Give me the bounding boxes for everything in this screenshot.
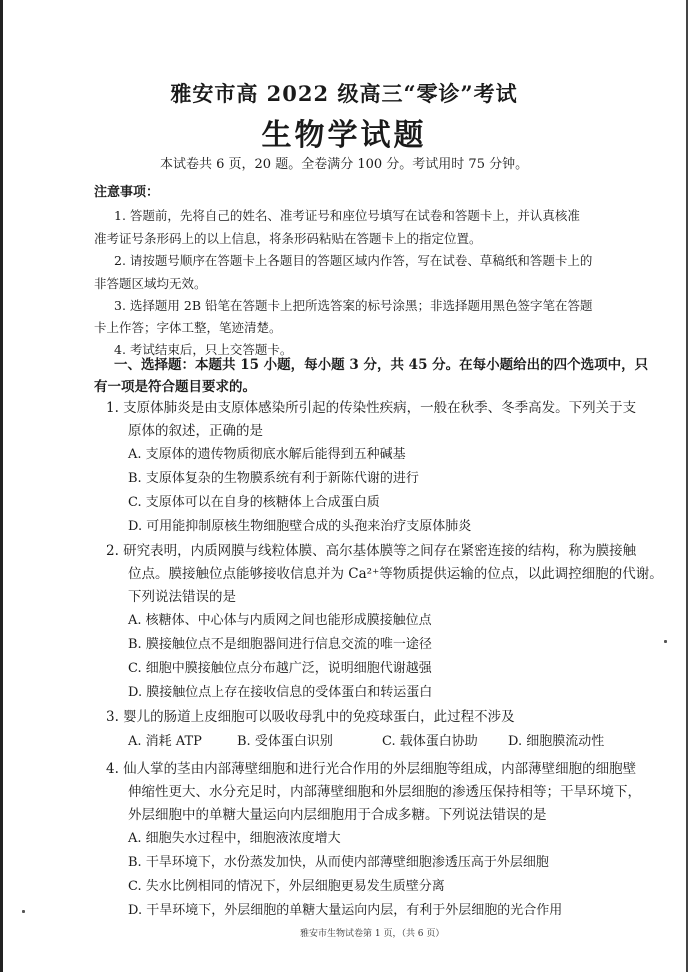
- question-4-option-c: C. 失水比例相同的情况下，外层细胞更易发生质壁分离: [128, 879, 445, 894]
- question-2-stem: 2. 研究表明，内质网膜与线粒体膜、高尔基体膜等之间存在紧密连接的结构，称为膜接触: [106, 543, 637, 559]
- question-3-option-d: D. 细胞膜流动性: [508, 734, 605, 749]
- question-1-option-c: C. 支原体可以在自身的核糖体上合成蛋白质: [128, 495, 380, 510]
- question-1-stem: 1. 支原体肺炎是由支原体感染所引起的传染性疾病，一般在秋季、冬季高发。下列关于支: [106, 400, 637, 416]
- question-3-stem: 3. 婴儿的肠道上皮细胞可以吸收母乳中的免疫球蛋白，此过程不涉及: [106, 709, 515, 725]
- exam-info: 本试卷共 6 页，20 题。全卷满分 100 分。考试用时 75 分钟。: [160, 157, 529, 172]
- notice-line: 卡上作答；字体工整，笔迹清楚。: [94, 320, 282, 335]
- question-2-stem-cont: 位点。膜接触位点能够接收信息并为 Ca²⁺等物质提供运输的位点，以此调控细胞的代谢。: [128, 566, 663, 582]
- question-2-option-c: C. 细胞中膜接触位点分布越广泛，说明细胞代谢越强: [128, 661, 432, 676]
- scan-speck: [664, 640, 667, 643]
- question-4-option-b: B. 干旱环境下，水份蒸发加快，从而使内部薄壁细胞渗透压高于外层细胞: [128, 855, 549, 870]
- exam-title: 雅安市高 2022 级高三“零诊”考试: [170, 81, 518, 106]
- question-2-stem-cont: 下列说法错误的是: [128, 589, 236, 605]
- notice-line: 非答题区域均无效。: [94, 276, 207, 291]
- question-2-option-a: A. 核糖体、中心体与内质网之间也能形成膜接触位点: [128, 613, 432, 628]
- question-4-stem: 4. 仙人掌的茎由内部薄壁细胞和进行光合作用的外层细胞等组成，内部薄壁细胞的细胞壁: [106, 761, 637, 777]
- question-4-option-d: D. 干旱环境下，外层细胞的单糖大量运向内层，有利于外层细胞的光合作用: [128, 903, 563, 918]
- notice-line: 3. 选择题用 2B 铅笔在答题卡上把所选答案的标号涂黑；非选择题用黑色签字笔在答题: [114, 298, 593, 313]
- question-2-option-b: B. 膜接触位点不是细胞器间进行信息交流的唯一途径: [128, 637, 432, 652]
- question-1-stem-cont: 原体的叙述，正确的是: [128, 423, 263, 439]
- notice-line: 2. 请按题号顺序在答题卡上各题目的答题区域内作答，写在试卷、草稿纸和答题卡上的: [114, 253, 593, 268]
- question-1-option-a: A. 支原体的遗传物质彻底水解后能得到五种碱基: [128, 447, 406, 462]
- question-3-option-b: B. 受体蛋白识别: [237, 734, 333, 749]
- question-3-option-a: A. 消耗 ATP: [128, 734, 202, 749]
- question-3-option-c: C. 载体蛋白协助: [382, 734, 478, 749]
- notice-line: 准考证号条形码上的以上信息，将条形码粘贴在答题卡上的指定位置。: [94, 231, 482, 246]
- exam-subject: 生物学试题: [261, 118, 427, 153]
- question-1-option-d: D. 可用能抑制原核生物细胞壁合成的头孢来治疗支原体肺炎: [128, 519, 472, 534]
- scan-speck: [22, 910, 25, 913]
- question-4-stem-cont: 伸缩性更大、水分充足时，内部薄壁细胞和外层细胞的渗透压保持相等；干旱环境下，: [128, 784, 641, 800]
- notice-line: 4. 考试结束后，只上交答题卡。: [114, 342, 293, 357]
- section-heading-cont: 有一项是符合题目要求的。: [94, 379, 256, 395]
- section-heading: 一、选择题：本题共 15 小题，每小题 3 分，共 45 分。在每小题给出的四个选项中，只: [114, 357, 649, 373]
- question-1-option-b: B. 支原体复杂的生物膜系统有利于新陈代谢的进行: [128, 471, 419, 486]
- question-4-option-a: A. 细胞失水过程中，细胞液浓度增大: [128, 831, 341, 846]
- notice-line: 1. 答题前，先将自己的姓名、准考证号和座位号填写在试卷和答题卡上，并认真核准: [114, 208, 580, 223]
- page-footer: 雅安市生物试卷第 1 页，（共 6 页）: [300, 929, 445, 939]
- question-4-stem-cont: 外层细胞中的单糖大量运向内层细胞用于合成多糖。下列说法错误的是: [128, 807, 547, 823]
- question-2-option-d: D. 膜接触位点上存在接收信息的受体蛋白和转运蛋白: [128, 685, 433, 700]
- notice-heading: 注意事项：: [94, 185, 160, 200]
